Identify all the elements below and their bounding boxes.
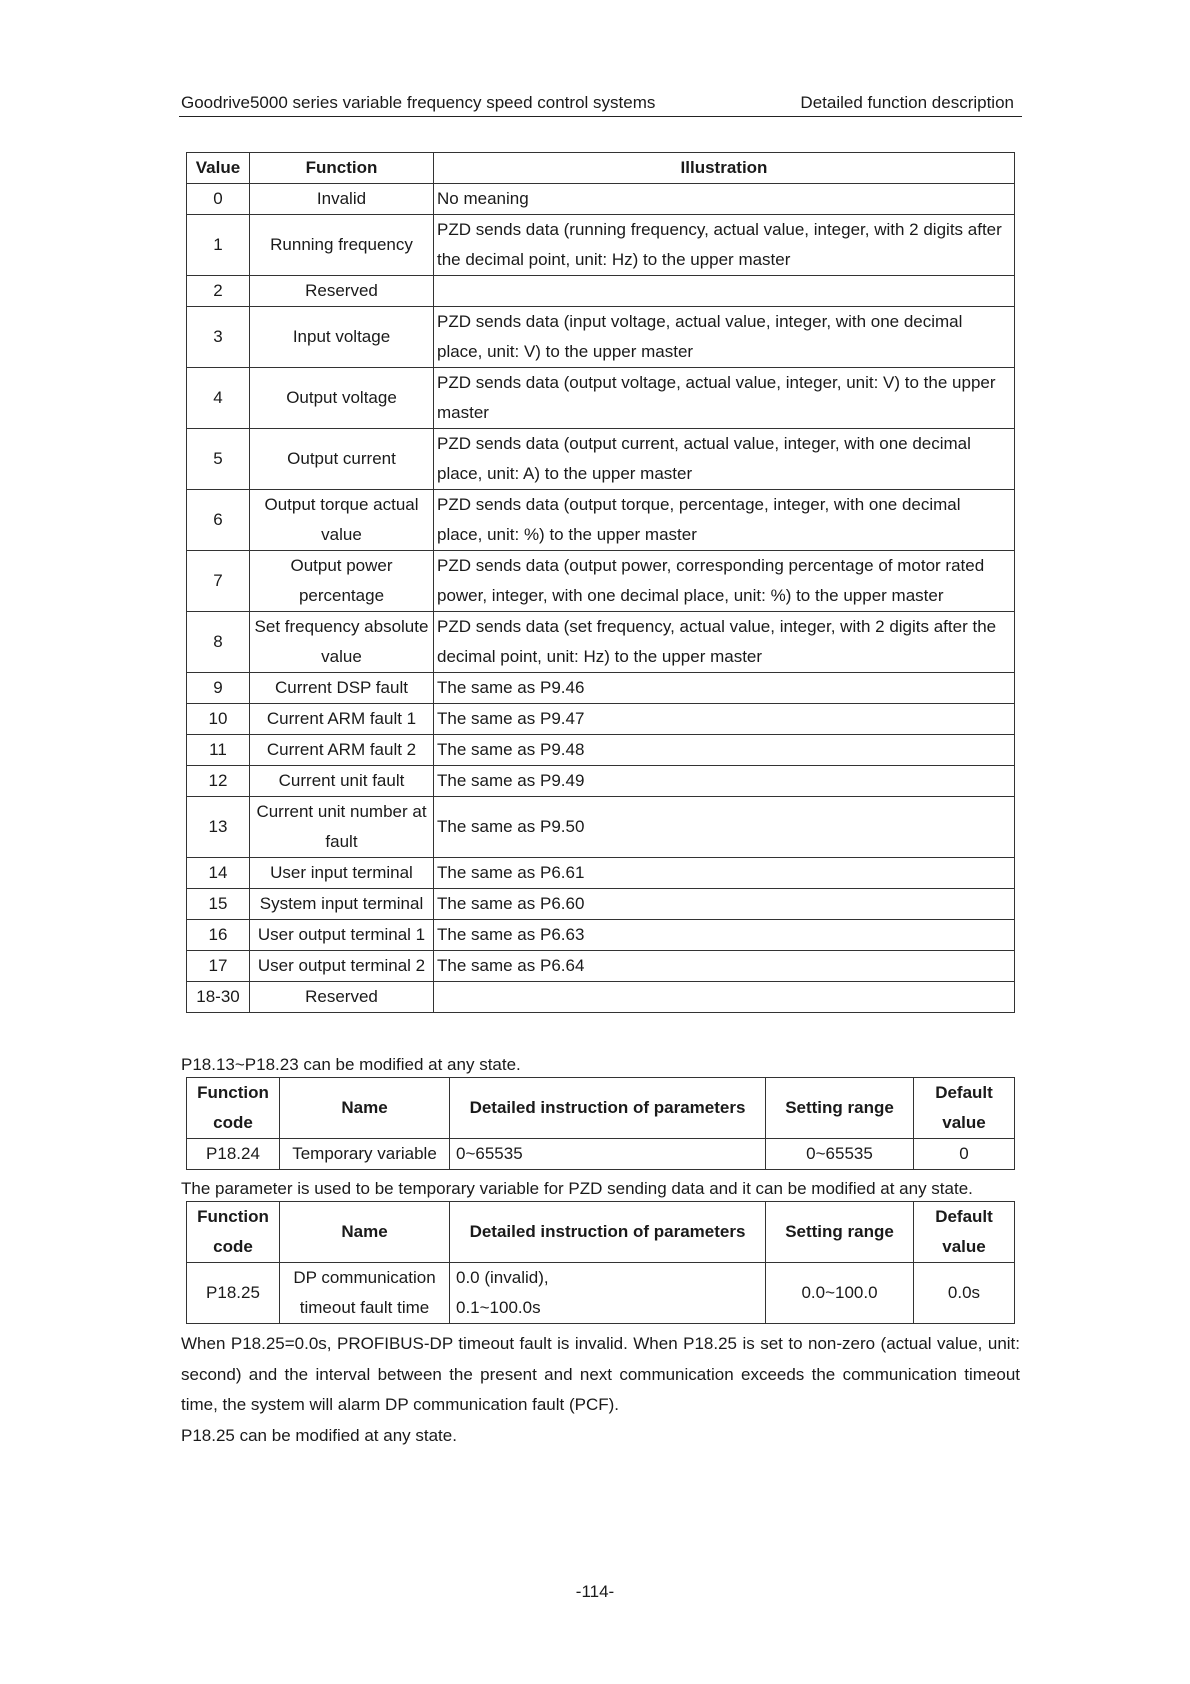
header-setting-range: Setting range bbox=[766, 1202, 914, 1263]
header-setting-range: Setting range bbox=[766, 1078, 914, 1139]
table-row bbox=[187, 612, 1015, 673]
table-row bbox=[187, 766, 1015, 797]
cell-value: 15 bbox=[187, 889, 250, 920]
cell-illustration: PZD sends data (set frequency, actual value, integer, with 2 digits after the decimal point, unit: Hz) to the upper master bbox=[434, 612, 1015, 673]
cell-name: DP communication timeout fault time bbox=[280, 1263, 450, 1324]
cell-default: 0 bbox=[914, 1139, 1015, 1170]
cell-value: 8 bbox=[187, 612, 250, 673]
table-row bbox=[187, 215, 1015, 276]
table-row bbox=[187, 551, 1015, 612]
detail-line-2: 0.1~100.0s bbox=[456, 1298, 541, 1317]
paragraph-modify-state: P18.25 can be modified at any state. bbox=[181, 1426, 457, 1445]
cell-name: Temporary variable bbox=[280, 1139, 450, 1170]
cell-value: 9 bbox=[187, 673, 250, 704]
cell-value: 7 bbox=[187, 551, 250, 612]
cell-illustration: PZD sends data (output current, actual value, integer, with one decimal place, unit: A) to the upper master bbox=[434, 429, 1015, 490]
cell-function: User input terminal bbox=[250, 858, 434, 889]
cell-illustration: PZD sends data (output power, corresponding percentage of motor rated power, integer, with one decimal place, unit: %) to the upper master bbox=[434, 551, 1015, 612]
cell-function: Output power percentage bbox=[250, 551, 434, 612]
cell-detail bbox=[450, 1263, 766, 1324]
cell-illustration bbox=[434, 276, 1015, 307]
cell-function: Set frequency absolute value bbox=[250, 612, 434, 673]
header-value: Value bbox=[187, 153, 250, 184]
cell-function: Reserved bbox=[250, 982, 434, 1013]
param-table-p1825 bbox=[186, 1201, 1015, 1324]
table-row bbox=[187, 735, 1015, 766]
param-table-p1824 bbox=[186, 1077, 1015, 1170]
table-row bbox=[187, 920, 1015, 951]
cell-illustration: The same as P9.50 bbox=[434, 797, 1015, 858]
header-function-code: Function code bbox=[187, 1202, 280, 1263]
cell-function: Current unit fault bbox=[250, 766, 434, 797]
cell-value: 13 bbox=[187, 797, 250, 858]
cell-value: 17 bbox=[187, 951, 250, 982]
cell-function: Current ARM fault 1 bbox=[250, 704, 434, 735]
table-row bbox=[187, 889, 1015, 920]
cell-default: 0.0s bbox=[914, 1263, 1015, 1324]
note-temp-variable: The parameter is used to be temporary variable for PZD sending data and it can be modified at any state. bbox=[181, 1179, 973, 1198]
cell-illustration: PZD sends data (output torque, percentage, integer, with one decimal place, unit: %) to the upper master bbox=[434, 490, 1015, 551]
cell-function: Current DSP fault bbox=[250, 673, 434, 704]
header-section: Detailed function description bbox=[800, 93, 1014, 112]
cell-function: Running frequency bbox=[250, 215, 434, 276]
header-default: Default value bbox=[914, 1078, 1015, 1139]
cell-illustration: The same as P9.47 bbox=[434, 704, 1015, 735]
cell-value: 10 bbox=[187, 704, 250, 735]
cell-range: 0~65535 bbox=[766, 1139, 914, 1170]
cell-illustration: The same as P9.46 bbox=[434, 673, 1015, 704]
cell-value: 3 bbox=[187, 307, 250, 368]
table-row bbox=[187, 1263, 1015, 1324]
cell-function: Output voltage bbox=[250, 368, 434, 429]
cell-function: Output torque actual value bbox=[250, 490, 434, 551]
cell-illustration: The same as P9.48 bbox=[434, 735, 1015, 766]
header-default: Default value bbox=[914, 1202, 1015, 1263]
cell-illustration: No meaning bbox=[434, 184, 1015, 215]
cell-illustration: The same as P6.63 bbox=[434, 920, 1015, 951]
table-row bbox=[187, 184, 1015, 215]
cell-illustration: The same as P9.49 bbox=[434, 766, 1015, 797]
table-row bbox=[187, 368, 1015, 429]
cell-function: Reserved bbox=[250, 276, 434, 307]
note-modify-state: P18.13~P18.23 can be modified at any state. bbox=[181, 1055, 521, 1074]
cell-function: Invalid bbox=[250, 184, 434, 215]
header-name: Name bbox=[280, 1202, 450, 1263]
cell-value: 1 bbox=[187, 215, 250, 276]
cell-illustration bbox=[434, 982, 1015, 1013]
table-header-row bbox=[187, 1202, 1015, 1263]
cell-illustration: The same as P6.60 bbox=[434, 889, 1015, 920]
cell-value: 11 bbox=[187, 735, 250, 766]
cell-function: Output current bbox=[250, 429, 434, 490]
table-row bbox=[187, 307, 1015, 368]
table-row bbox=[187, 429, 1015, 490]
cell-detail: 0~65535 bbox=[450, 1139, 766, 1170]
cell-function: Current unit number at fault bbox=[250, 797, 434, 858]
cell-illustration: PZD sends data (running frequency, actual value, integer, with 2 digits after the decimal point, unit: Hz) to the upper master bbox=[434, 215, 1015, 276]
cell-function: System input terminal bbox=[250, 889, 434, 920]
cell-illustration: PZD sends data (output voltage, actual value, integer, unit: V) to the upper master bbox=[434, 368, 1015, 429]
table-row bbox=[187, 490, 1015, 551]
header-detail: Detailed instruction of parameters bbox=[450, 1078, 766, 1139]
cell-value: 18-30 bbox=[187, 982, 250, 1013]
detail-line-1: 0.0 (invalid), bbox=[456, 1268, 549, 1287]
page-header bbox=[179, 90, 1022, 117]
table-row bbox=[187, 704, 1015, 735]
cell-value: 14 bbox=[187, 858, 250, 889]
table-row bbox=[187, 1139, 1015, 1170]
table-row bbox=[187, 673, 1015, 704]
table-row bbox=[187, 951, 1015, 982]
cell-value: 4 bbox=[187, 368, 250, 429]
cell-code: P18.24 bbox=[187, 1139, 280, 1170]
header-title: Goodrive5000 series variable frequency speed control systems bbox=[181, 93, 656, 112]
cell-function: Input voltage bbox=[250, 307, 434, 368]
table-row bbox=[187, 276, 1015, 307]
cell-value: 6 bbox=[187, 490, 250, 551]
table-header-row bbox=[187, 153, 1015, 184]
table-header-row bbox=[187, 1078, 1015, 1139]
cell-value: 0 bbox=[187, 184, 250, 215]
cell-range: 0.0~100.0 bbox=[766, 1263, 914, 1324]
table-row bbox=[187, 797, 1015, 858]
cell-illustration: The same as P6.61 bbox=[434, 858, 1015, 889]
header-function-code: Function code bbox=[187, 1078, 280, 1139]
value-function-table bbox=[186, 152, 1015, 1013]
cell-value: 2 bbox=[187, 276, 250, 307]
cell-value: 16 bbox=[187, 920, 250, 951]
paragraph-timeout-description: When P18.25=0.0s, PROFIBUS-DP timeout fault is invalid. When P18.25 is set to non-zero (actual value, unit: second) and the interval between the present and next communication exceeds the communication timeout time, the system will alarm DP communication fault (PCF). bbox=[181, 1334, 1020, 1414]
header-illustration: Illustration bbox=[434, 153, 1015, 184]
cell-value: 5 bbox=[187, 429, 250, 490]
header-function: Function bbox=[250, 153, 434, 184]
cell-code: P18.25 bbox=[187, 1263, 280, 1324]
page-number: -114- bbox=[575, 1582, 615, 1601]
cell-illustration: PZD sends data (input voltage, actual value, integer, with one decimal place, unit: V) to the upper master bbox=[434, 307, 1015, 368]
cell-function: Current ARM fault 2 bbox=[250, 735, 434, 766]
cell-function: User output terminal 2 bbox=[250, 951, 434, 982]
cell-function: User output terminal 1 bbox=[250, 920, 434, 951]
cell-value: 12 bbox=[187, 766, 250, 797]
header-name: Name bbox=[280, 1078, 450, 1139]
table-row bbox=[187, 982, 1015, 1013]
header-detail: Detailed instruction of parameters bbox=[450, 1202, 766, 1263]
table-row bbox=[187, 858, 1015, 889]
cell-illustration: The same as P6.64 bbox=[434, 951, 1015, 982]
